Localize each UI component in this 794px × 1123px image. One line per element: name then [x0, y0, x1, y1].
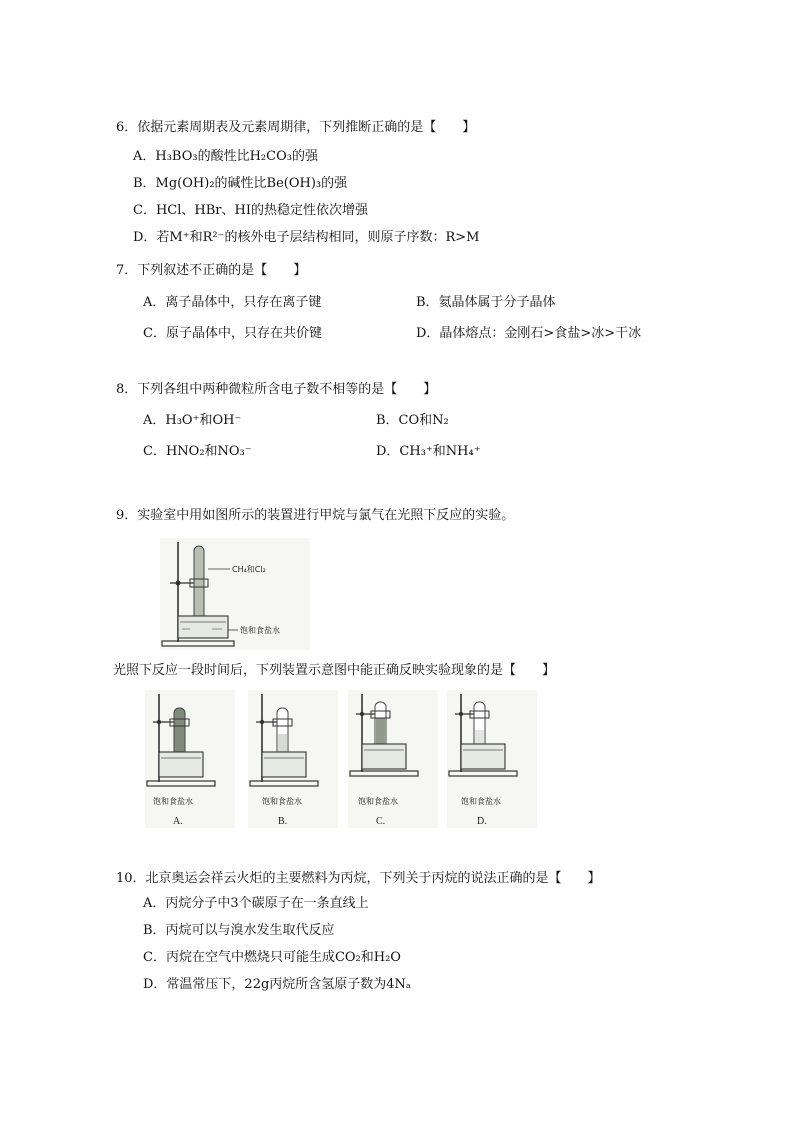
figure-liquid-label: 饱和食盐水	[240, 626, 280, 635]
q7-stem: 7．下列叙述不正确的是【 】	[116, 263, 307, 278]
q9-option-c-caption: 饱和食盐水	[358, 797, 398, 806]
q8-stem: 8．下列各组中两种微粒所含电子数不相等的是【 】	[116, 382, 437, 397]
q10-stem: 10．北京奥运会祥云火炬的主要燃料为丙烷，下列关于丙烷的说法正确的是【 】	[116, 871, 601, 886]
q9-option-d-caption: 饱和食盐水	[461, 797, 501, 806]
q8-option-c: C．HNO₂和NO₃⁻	[143, 444, 252, 459]
q8-option-b: B．CO和N₂	[376, 413, 449, 428]
q7-option-d: D．晶体熔点：金刚石>食盐>冰>干冰	[416, 326, 642, 341]
q6-option-b: B．Mg(OH)₂的碱性比Be(OH)₃的强	[133, 176, 348, 191]
q10-option-d: D．常温常压下，22g丙烷所含氢原子数为4Nₐ	[143, 977, 411, 992]
q10-option-b: B．丙烷可以与溴水发生取代反应	[143, 923, 335, 938]
q9-option-c-letter: C.	[376, 816, 386, 827]
figure-gas-label: CH₄和Cl₂	[232, 565, 266, 574]
q9-option-d-letter: D.	[477, 816, 487, 827]
q9-option-b-letter: B.	[278, 816, 288, 827]
q9-option-b-caption: 饱和食盐水	[262, 797, 302, 806]
q10-option-a: A．丙烷分子中3个碳原子在一条直线上	[143, 896, 369, 911]
q8-option-d: D．CH₃⁺和NH₄⁺	[376, 444, 481, 459]
q9-stem: 9．实验室中用如图所示的装置进行甲烷与氯气在光照下反应的实验。	[116, 508, 515, 523]
q6-option-a: A．H₃BO₃的酸性比H₂CO₃的强	[133, 149, 318, 164]
q6-stem: 6．依据元素周期表及元素周期律，下列推断正确的是【 】	[116, 120, 476, 135]
q9-option-d-figure	[447, 690, 537, 828]
q9-option-b-figure	[248, 690, 338, 828]
q9-option-a-caption: 饱和食盐水	[153, 797, 193, 806]
q8-option-a: A．H₃O⁺和OH⁻	[143, 413, 242, 428]
q9-option-a-letter: A.	[173, 816, 183, 827]
q9-apparatus-figure	[160, 538, 310, 650]
q9-option-c-figure	[348, 690, 438, 828]
q10-option-c: C．丙烷在空气中燃烧只可能生成CO₂和H₂O	[143, 950, 401, 965]
q9-option-a-figure	[145, 690, 235, 828]
q6-option-d: D．若M⁺和R²⁻的核外电子层结构相同，则原子序数：R>M	[133, 230, 480, 245]
q7-option-b: B．氦晶体属于分子晶体	[416, 295, 556, 310]
q6-option-c: C．HCl、HBr、HI的热稳定性依次增强	[133, 203, 368, 218]
q9-stem2: 光照下反应一段时间后，下列装置示意图中能正确反映实验现象的是【 】	[113, 663, 556, 678]
q7-option-a: A．离子晶体中，只存在离子键	[143, 295, 322, 310]
q7-option-c: C．原子晶体中，只存在共价键	[143, 326, 322, 341]
